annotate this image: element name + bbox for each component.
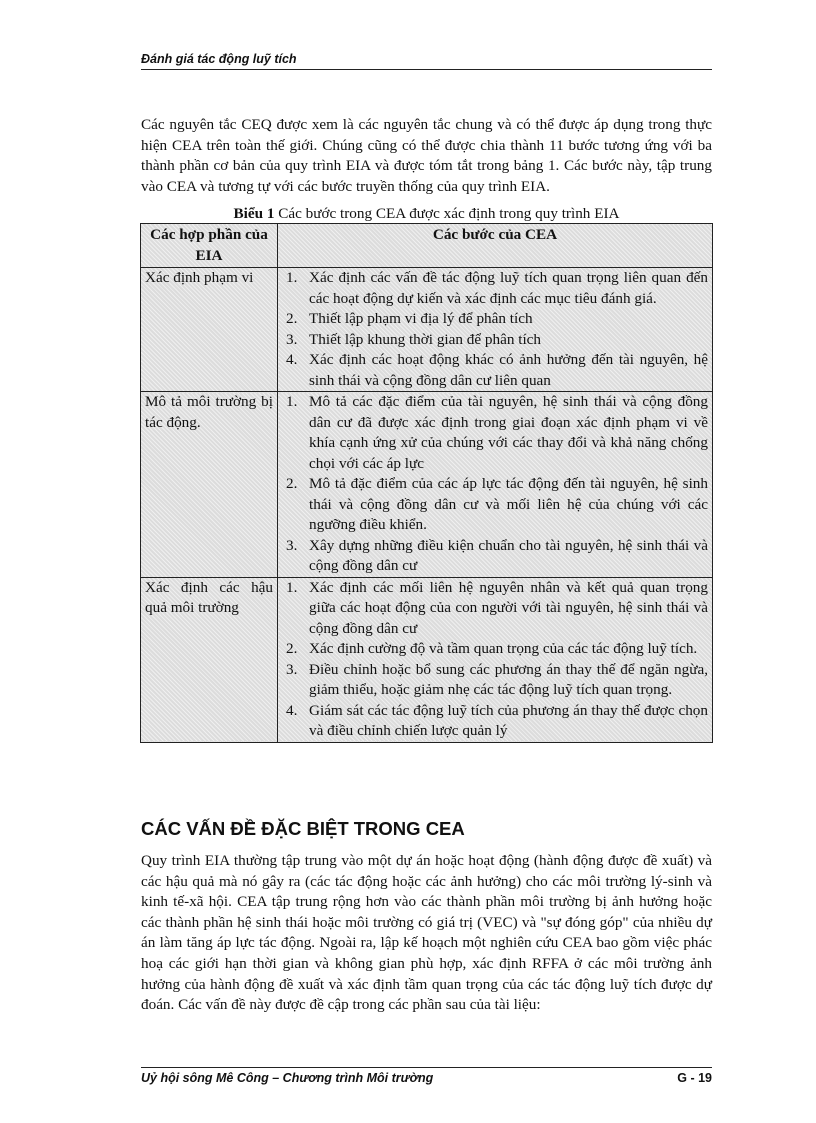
steps-list (278, 578, 708, 742)
step-text: Xây dựng những điều kiện chuẩn cho tài nguyên, hệ sinh thái và cộng đồng dân cư (309, 536, 708, 574)
step-number: 2. (286, 475, 298, 492)
list-item (278, 536, 708, 577)
list-item (278, 268, 708, 309)
header-title: Đánh giá tác động luỹ tích (141, 52, 297, 66)
step-number: 1. (286, 393, 298, 410)
steps-cell (278, 268, 713, 392)
list-item (278, 330, 708, 351)
step-text: Mô tả các đặc điểm của tài nguyên, hệ sinh thái và cộng đồng dân cư đã được xác định trong giai đoạn xác định phạm vi về khía cạnh ứng xử của chúng với các thay đổi và khả năng chống chọi với các áp lực (309, 393, 708, 472)
step-text: Thiết lập khung thời gian để phân tích (309, 330, 541, 348)
list-item (278, 309, 708, 330)
phase-cell: Xác định các hậu quả môi trường (141, 577, 278, 742)
table-row (141, 577, 713, 742)
phase-cell: Mô tả môi trường bị tác động. (141, 392, 278, 578)
phase-cell: Xác định phạm vi (141, 268, 278, 392)
list-item (278, 350, 708, 391)
steps-list (278, 392, 708, 577)
step-number: 1. (286, 578, 298, 596)
table-row (141, 392, 713, 578)
step-number: 3. (286, 536, 298, 554)
section-paragraph: Quy trình EIA thường tập trung vào một dự án hoặc hoạt động (hành động được đề xuất) và các hậu quả mà nó gây ra (các tác động hoặc các ảnh hưởng) cho các môi trường lý-sinh và kinh tế-xã hội. CEA tập trung rộng hơn vào các thành phần môi trường bị ảnh hưởng hoặc các thành phần hệ sinh thái hoặc môi trường có giá trị (VEC) và "sự đóng góp" của nhiều dự án làm tăng áp lực tác động. Ngoài ra, lập kế hoạch một nghiên cứu CEA bao gồm việc phác hoạ các giới hạn thời gian và không gian phù hợp, xác định RFFA ở các môi trường ảnh hưởng của hành động đề xuất và xác định tầm quan trọng của các tác động luỹ tích được dự đoán. Các vấn đề này được đề cập trong các phần sau của tài liệu: (141, 852, 712, 1014)
step-text: Xác định các mối liên hệ nguyên nhân và kết quả quan trọng giữa các hoạt động của con người với tài nguyên, hệ sinh thái và cộng đồng dân cư (309, 578, 708, 637)
list-item (278, 474, 708, 536)
list-item (278, 578, 708, 640)
step-text: Mô tả đặc điểm của các áp lực tác động đến tài nguyên, hệ sinh thái và cộng đồng dân cư và mối liên hệ của chúng với các ngưỡng điều khiển. (309, 475, 708, 533)
step-number: 3. (286, 660, 298, 678)
column-header-steps: Các bước của CEA (278, 224, 713, 268)
step-text: Xác định các vấn đề tác động luỹ tích quan trọng liên quan đến các hoạt động dự kiến và xác định các mục tiêu đánh giá. (309, 269, 708, 307)
list-item (278, 660, 708, 701)
step-text: Điều chỉnh hoặc bổ sung các phương án thay thế để ngăn ngừa, giảm thiểu, hoặc giảm nhẹ các tác động luỹ tích quan trọng. (309, 660, 708, 698)
page-number: G - 19 (677, 1071, 712, 1085)
steps-list (278, 268, 708, 391)
step-text: Xác định cường độ và tầm quan trọng của các tác động luỹ tích. (309, 640, 698, 657)
step-text: Thiết lập phạm vi địa lý để phân tích (309, 310, 533, 327)
steps-cell (278, 577, 713, 742)
footer-organization: Uỷ hội sông Mê Công – Chương trình Môi trường (141, 1071, 434, 1085)
step-number: 3. (286, 330, 298, 348)
section-heading: CÁC VẤN ĐỀ ĐẶC BIỆT TRONG CEA (141, 818, 465, 839)
caption-label: Biểu 1 (233, 205, 275, 222)
table-row (141, 268, 713, 392)
step-number: 4. (286, 351, 298, 368)
step-number: 2. (286, 640, 298, 657)
table-header-row (141, 224, 713, 268)
steps-cell (278, 392, 713, 578)
intro-paragraph: Các nguyên tắc CEQ được xem là các nguyên tắc chung và có thể được áp dụng trong thực hiện CEA trên toàn thế giới. Chúng cũng có thể được chia thành 11 bước tương ứng với ba thành phần cơ bản của quy trình EIA và được tóm tắt trong bảng 1. Các bước này, tập trung vào CEA và tương tự với các bước truyền thống của quy trình EIA. (141, 116, 712, 195)
list-item (278, 639, 708, 660)
list-item (278, 392, 708, 474)
step-number: 2. (286, 310, 298, 327)
list-item (278, 701, 708, 742)
page-footer (141, 1067, 712, 1085)
caption-text: Các bước trong CEA được xác định trong quy trình EIA (278, 205, 620, 222)
cea-steps-table (140, 223, 713, 743)
step-text: Giám sát các tác động luỹ tích của phương án thay thế được chọn và điều chỉnh chiến lược quản lý (309, 701, 708, 739)
step-number: 1. (286, 269, 298, 286)
step-number: 4. (286, 701, 298, 719)
table-caption (141, 204, 712, 223)
page-header (141, 52, 712, 70)
step-text: Xác định các hoạt động khác có ảnh hưởng đến tài nguyên, hệ sinh thái và cộng đồng dân cư liên quan (309, 351, 708, 389)
column-header-phase: Các hợp phần của EIA (141, 224, 278, 268)
